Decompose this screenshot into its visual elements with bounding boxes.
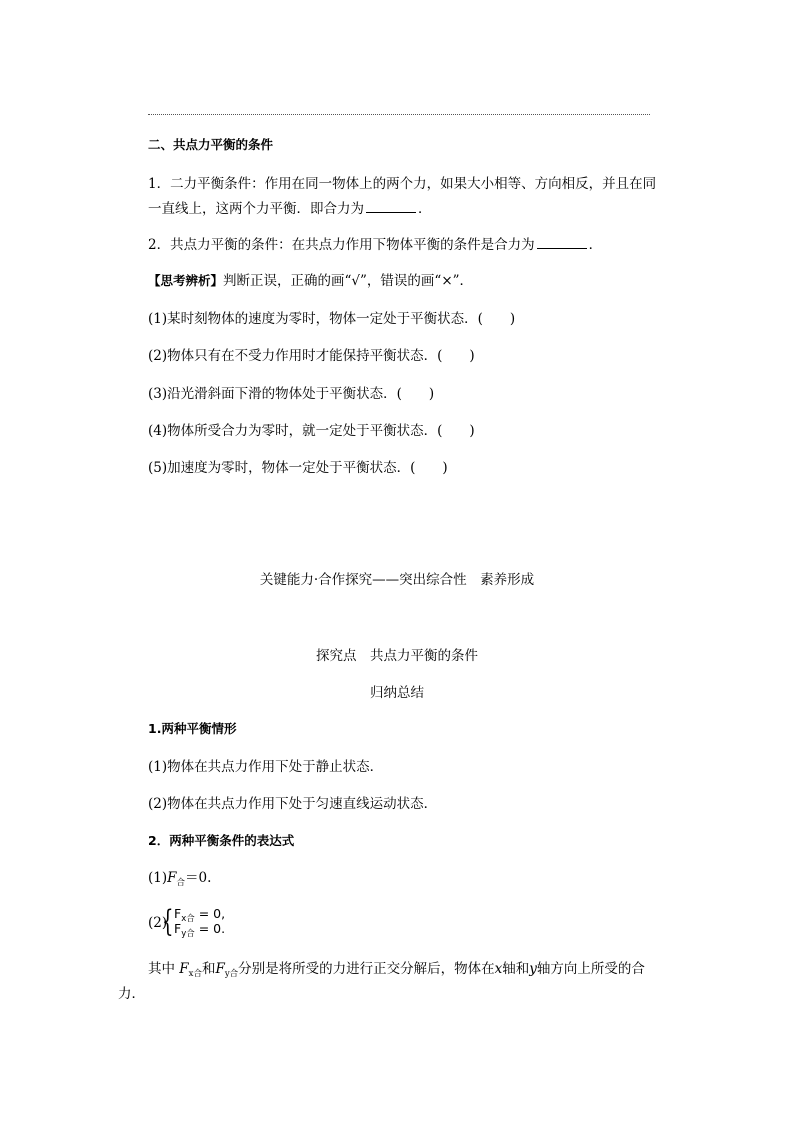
judge-item: (5)加速度为零时，物体一定处于平衡状态．( ) [148, 460, 448, 476]
think-intro-line [148, 272, 473, 290]
answer-blank[interactable] [537, 235, 587, 249]
item2-text: 2．共点力平衡的条件：在共点力作用下物体平衡的条件是合力为 [148, 237, 535, 253]
think-tag: 【思考辨析】 [148, 273, 224, 288]
answer-blank[interactable] [366, 199, 416, 213]
expr-description-b: 力． [118, 986, 145, 1002]
case-item: (2)物体在共点力作用下处于匀速直线运动状态． [148, 796, 438, 812]
formula-2-line-2: $F_{y合} = 0$. [174, 921, 226, 939]
explore-point-title: 探究点 共点力平衡的条件 [316, 648, 478, 664]
key-ability-title: 关键能力·合作探究——突出综合性 素养形成 [259, 572, 535, 588]
item1-line-b [148, 199, 432, 218]
formula-1: $(1)F_合=0$. [148, 870, 212, 888]
expr-description-a: 其中 $F_{x合}$和$F_{y合}$分别是将所受的力进行正交分解后，物体在x轴和y轴方向上所受的合 [148, 961, 645, 979]
item2-end: ． [588, 237, 603, 253]
judge-item: (4)物体所受合力为零时，就一定处于平衡状态．( ) [148, 423, 475, 439]
expr-heading: 2．两种平衡条件的表达式 [148, 833, 295, 848]
dotted-divider [148, 114, 650, 115]
item1-text: 一直线上，这两个力平衡．即合力为 [148, 201, 364, 217]
summary-title: 归纳总结 [370, 685, 424, 701]
judge-item: (1)某时刻物体的速度为零时，物体一定处于平衡状态．( ) [148, 311, 516, 327]
judge-item: (2)物体只有在不受力作用时才能保持平衡状态．( ) [148, 348, 475, 364]
formula-2-line-1: $F_{x合} = 0$, [174, 906, 226, 924]
think-intro: 判断正误，正确的画“√”，错误的画“×”． [223, 273, 474, 289]
item1-line-a: 1．二力平衡条件：作用在同一物体上的两个力，如果大小相等、方向相反，并且在同 [148, 176, 657, 192]
cases-heading: 1.两种平衡情形 [148, 721, 237, 736]
section-heading: 二、共点力平衡的条件 [148, 137, 274, 152]
item2-line [148, 235, 602, 254]
case-item: (1)物体在共点力作用下处于静止状态． [148, 759, 384, 775]
brace-symbol: { [162, 904, 174, 939]
document-page: 二、共点力平衡的条件 1．二力平衡条件：作用在同一物体上的两个力，如果大小相等、方向相反，并且在同 一直线上，这两个力平衡．即合力为 ． 2．共点力平衡的条件：在共点力作用下物体平衡的条件是合力为 ． 【思考辨析】判断正误，正确的画“√”，错误的画“×”． (1)某时刻物体的速度为零时，物体一定处于平衡状态．( ) (2)物体只有在不受力作用时才能保持平衡状态．( ) (3)沿光滑斜面下滑的物体处于平衡状态．( ) (4)物体所受合力为零时，就一定处于平衡状态．( ) (5)加速度为零时，物体一定处于平衡状态．( ) 关键能力·合作探究——突出综合性 素养形成 探究点 共点力平衡的条件 归纳总结 1.两种平衡情形 (1)物体在共点力作用下处于静止状态． (2)物体在共点力作用下处于匀速直线运动状态． 2．两种平衡条件的表达式 $(1)F_合=0$. (2) { $F_{x合} = 0$, $F_{y合} = 0$. 其中 $F_{x合}$和$F_{y合}$分别是将所受的力进行正交分解后，物体在x轴和y轴方向上所受的合 力． [0, 0, 794, 1123]
judge-item: (3)沿光滑斜面下滑的物体处于平衡状态．( ) [148, 386, 435, 402]
item1-end: ． [418, 201, 432, 217]
